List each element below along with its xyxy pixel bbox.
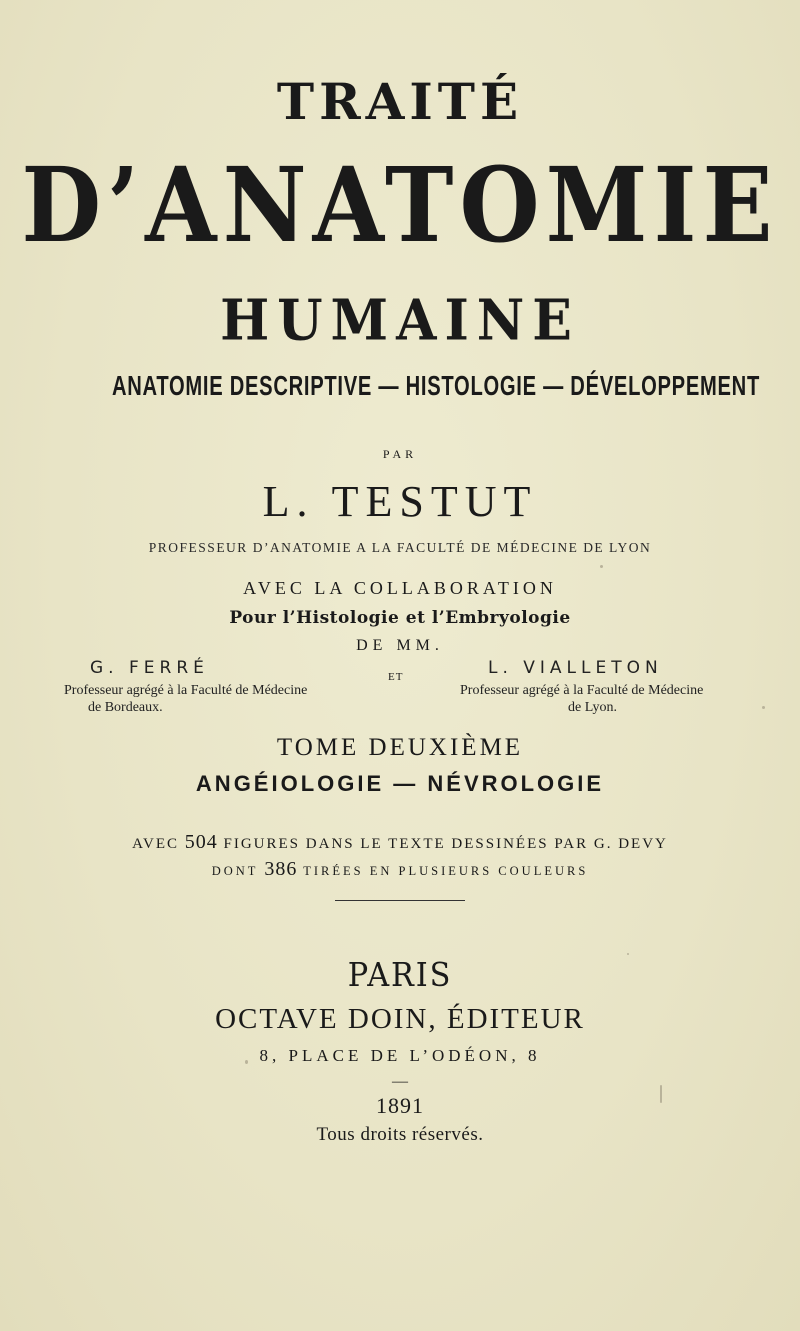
imprint-publisher: OCTAVE DOIN, ÉDITEUR [215,1003,585,1035]
paper-speck [245,1060,248,1064]
author-position: PROFESSEUR D’ANATOMIE A LA FACULTÉ DE MÉDECINE DE LYON [148,540,652,555]
title-line-humaine: HUMAINE [220,287,580,354]
collaborators-label: DE MM. [356,637,444,654]
figures-suffix: FIGURES DANS LE TEXTE DESSINÉES PAR G. DEVY [223,836,668,852]
paper-speck [762,706,765,709]
imprint-rights: Tous droits réservés. [316,1124,484,1145]
paper-speck [660,1085,662,1103]
collaborator-vialleton [460,658,760,716]
collaboration-purpose: Pour l’Histologie et l’Embryologie [229,608,571,628]
imprint-dash: — [392,1073,408,1090]
collaboration-intro: AVEC LA COLLABORATION [243,578,557,598]
volume-label: TOME DEUXIÈME [276,734,524,761]
collaborator-name: L. VIALLETON [488,658,663,678]
paper-speck [600,565,603,568]
title-line-traite: TRAITÉ [276,72,524,131]
paper-speck [627,953,629,955]
figures-line-1 [0,831,800,854]
figures-prefix: DONT [211,864,259,878]
by-label: PAR [382,447,418,461]
volume-subject: ANGÉIOLOGIE — NÉVROLOGIE [195,771,605,796]
collaborator-city: de Lyon. [568,700,617,715]
figures-prefix: AVEC [132,836,180,852]
imprint-address: 8, PLACE DE L’ODÉON, 8 [259,1046,541,1065]
figures-line-2 [0,858,800,881]
conjunction: ET [388,671,404,683]
imprint-city: PARIS [347,955,453,994]
subtitle: ANATOMIE DESCRIPTIVE — HISTOLOGIE — DÉVELOPPEMENT [112,370,760,401]
collaborator-ferre [64,658,344,716]
figures-suffix: TIRÉES EN PLUSIEURS COULEURS [303,864,589,878]
collaborator-position: Professeur agrégé à la Faculté de Médecine [64,683,308,698]
figures-count: 386 [264,858,298,880]
collaborator-position: Professeur agrégé à la Faculté de Médecine [460,683,704,698]
figures-count: 504 [184,831,218,853]
author-name: L. TESTUT [262,477,538,526]
collaborator-name: G. FERRÉ [90,658,209,678]
title-line-anatomie: D’ANATOMIE [21,144,779,266]
collaborator-city: de Bordeaux. [88,700,163,715]
divider-rule [335,900,465,901]
imprint-year: 1891 [376,1093,424,1118]
